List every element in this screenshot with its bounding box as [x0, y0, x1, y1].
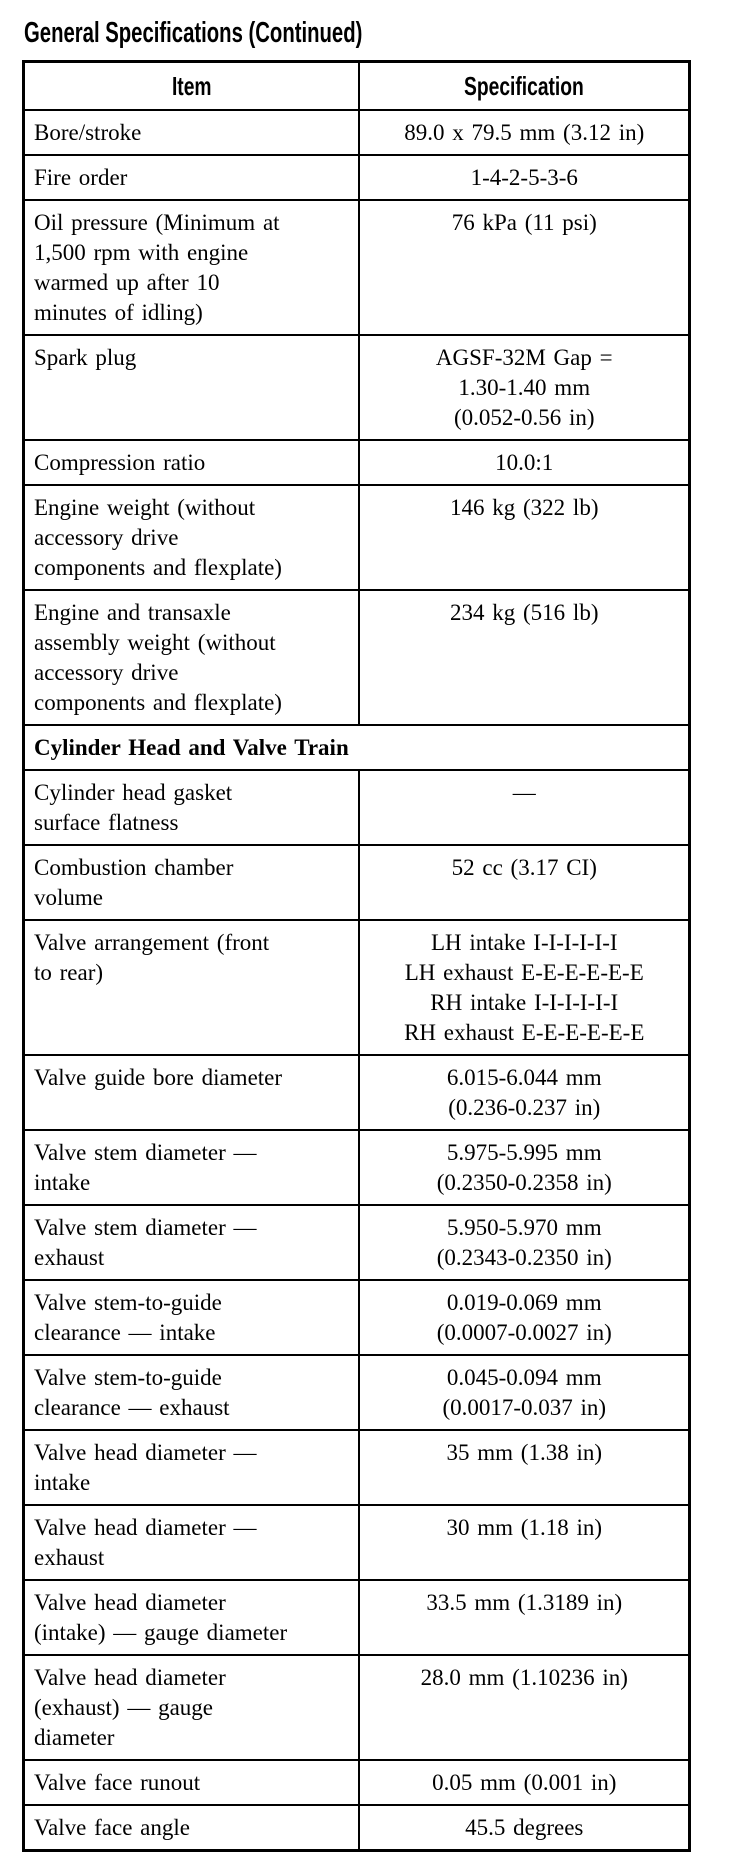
table-row — [24, 845, 690, 920]
item-line: intake — [34, 1170, 91, 1195]
spec-line: 89.0 x 79.5 mm (3.12 in) — [404, 120, 645, 145]
item-cell — [24, 440, 359, 485]
spec-line: (0.0017-0.037 in) — [442, 1395, 607, 1420]
spec-line: 1-4-2-5-3-6 — [470, 165, 578, 190]
item-cell — [24, 590, 359, 725]
item-line: Valve stem-to-guide — [34, 1290, 222, 1315]
table-row — [24, 1205, 690, 1280]
item-cell — [24, 485, 359, 590]
item-cell — [24, 1055, 359, 1130]
item-line: exhaust — [34, 1245, 105, 1270]
spec-line: (0.2343-0.2350 in) — [436, 1245, 612, 1270]
item-cell — [24, 200, 359, 335]
item-line: Valve guide bore diameter — [34, 1065, 283, 1090]
table-row — [24, 1805, 690, 1851]
table-row — [24, 485, 690, 590]
spec-line: LH exhaust E-E-E-E-E-E — [404, 960, 644, 985]
item-cell — [24, 770, 359, 845]
spec-line: 10.0:1 — [495, 450, 554, 475]
item-line: Valve face runout — [34, 1770, 201, 1795]
spec-line: 76 kPa (11 psi) — [451, 210, 597, 235]
item-cell — [24, 1760, 359, 1805]
item-cell — [24, 1205, 359, 1280]
item-cell — [24, 110, 359, 155]
item-line: Compression ratio — [34, 450, 206, 475]
spec-line: 146 kg (322 lb) — [450, 495, 599, 520]
item-line: Valve stem diameter — — [34, 1215, 257, 1240]
item-line: clearance — exhaust — [34, 1395, 230, 1420]
item-cell — [24, 1355, 359, 1430]
spec-line: RH exhaust E-E-E-E-E-E — [404, 1020, 645, 1045]
spec-cell — [359, 1355, 690, 1430]
spec-table-body — [24, 110, 690, 1851]
table-row — [24, 1760, 690, 1805]
item-line: exhaust — [34, 1545, 105, 1570]
item-line: assembly weight (without — [34, 630, 276, 655]
spec-line: 6.015-6.044 mm — [446, 1065, 602, 1090]
item-line: warmed up after 10 — [34, 270, 220, 295]
spec-table — [22, 60, 691, 1852]
item-cell — [24, 1580, 359, 1655]
spec-line: 35 mm (1.38 in) — [446, 1440, 602, 1465]
item-line: components and flexplate) — [34, 555, 282, 580]
item-cell — [24, 845, 359, 920]
item-line: accessory drive — [34, 660, 179, 685]
spec-line: — — [512, 780, 536, 805]
spec-line: (0.052-0.56 in) — [453, 405, 595, 430]
table-row — [24, 440, 690, 485]
item-line: Bore/stroke — [34, 120, 142, 145]
column-header-item-label: Item — [171, 71, 212, 101]
item-line: clearance — intake — [34, 1320, 216, 1345]
item-line: Valve head diameter — [34, 1665, 226, 1690]
item-cell — [24, 920, 359, 1055]
spec-cell — [359, 1055, 690, 1130]
spec-line: AGSF-32M Gap = — [435, 345, 613, 370]
spec-line: 1.30-1.40 mm — [458, 375, 591, 400]
spec-cell — [359, 440, 690, 485]
table-row — [24, 1655, 690, 1760]
spec-cell — [359, 770, 690, 845]
item-line: accessory drive — [34, 525, 179, 550]
spec-line: 234 kg (516 lb) — [450, 600, 599, 625]
spec-cell — [359, 110, 690, 155]
table-row — [24, 335, 690, 440]
item-line: Valve stem diameter — — [34, 1140, 257, 1165]
spec-line: 45.5 degrees — [465, 1815, 584, 1840]
item-cell — [24, 335, 359, 440]
table-row — [24, 1505, 690, 1580]
table-row — [24, 110, 690, 155]
spec-cell — [359, 590, 690, 725]
item-line: diameter — [34, 1725, 115, 1750]
spec-cell — [359, 335, 690, 440]
spec-cell — [359, 1760, 690, 1805]
table-row — [24, 1580, 690, 1655]
page-title: General Specifications (Continued) — [24, 17, 363, 49]
spec-line: (0.2350-0.2358 in) — [436, 1170, 612, 1195]
item-line: Engine and transaxle — [34, 600, 231, 625]
item-cell — [24, 1655, 359, 1760]
item-cell — [24, 1130, 359, 1205]
item-line: Combustion chamber — [34, 855, 234, 880]
spec-cell — [359, 1805, 690, 1851]
item-line: 1,500 rpm with engine — [34, 240, 249, 265]
spec-line: 0.045-0.094 mm — [446, 1365, 602, 1390]
item-line: Valve head diameter — — [34, 1440, 257, 1465]
column-header-specification — [359, 62, 690, 111]
table-row — [24, 920, 690, 1055]
spec-line: (0.236-0.237 in) — [448, 1095, 601, 1120]
spec-line: 5.975-5.995 mm — [446, 1140, 602, 1165]
table-header-row — [24, 62, 690, 111]
item-cell — [24, 1505, 359, 1580]
spec-line: 5.950-5.970 mm — [446, 1215, 602, 1240]
item-cell — [24, 1430, 359, 1505]
section-header: Cylinder Head and Valve Train — [24, 725, 690, 770]
item-line: Spark plug — [34, 345, 137, 370]
item-line: Cylinder head gasket — [34, 780, 233, 805]
column-header-item — [24, 62, 359, 111]
spec-cell — [359, 1580, 690, 1655]
item-line: Valve head diameter — — [34, 1515, 257, 1540]
table-row — [24, 590, 690, 725]
item-cell — [24, 1805, 359, 1851]
item-line: Valve head diameter — [34, 1590, 226, 1615]
item-line: Oil pressure (Minimum at — [34, 210, 280, 235]
item-line: (exhaust) — gauge — [34, 1695, 213, 1720]
spec-line: RH intake I-I-I-I-I-I — [430, 990, 619, 1015]
spec-cell — [359, 1205, 690, 1280]
spec-cell — [359, 485, 690, 590]
spec-line: 30 mm (1.18 in) — [446, 1515, 602, 1540]
item-line: Valve face angle — [34, 1815, 190, 1840]
spec-line: (0.0007-0.0027 in) — [436, 1320, 612, 1345]
spec-cell — [359, 200, 690, 335]
spec-cell — [359, 1505, 690, 1580]
spec-line: 0.019-0.069 mm — [446, 1290, 602, 1315]
spec-cell — [359, 1430, 690, 1505]
item-cell — [24, 1280, 359, 1355]
spec-cell — [359, 1130, 690, 1205]
spec-cell — [359, 920, 690, 1055]
spec-cell — [359, 1280, 690, 1355]
item-cell — [24, 155, 359, 200]
spec-line: 28.0 mm (1.10236 in) — [420, 1665, 628, 1690]
item-line: Valve stem-to-guide — [34, 1365, 222, 1390]
item-line: components and flexplate) — [34, 690, 282, 715]
table-row — [24, 1130, 690, 1205]
item-line: minutes of idling) — [34, 300, 203, 325]
table-row — [24, 1280, 690, 1355]
spec-line: 0.05 mm (0.001 in) — [432, 1770, 617, 1795]
item-line: Fire order — [34, 165, 128, 190]
item-line: Valve arrangement (front — [34, 930, 270, 955]
table-row — [24, 155, 690, 200]
column-header-specification-label: Specification — [464, 71, 585, 101]
spec-line: 33.5 mm (1.3189 in) — [426, 1590, 623, 1615]
table-row — [24, 200, 690, 335]
spec-cell — [359, 155, 690, 200]
item-line: (intake) — gauge diameter — [34, 1620, 288, 1645]
item-line: volume — [34, 885, 103, 910]
item-line: to rear) — [34, 960, 104, 985]
spec-cell — [359, 845, 690, 920]
item-line: surface flatness — [34, 810, 179, 835]
section-header-row — [24, 725, 690, 770]
spec-line: 52 cc (3.17 CI) — [451, 855, 597, 880]
spec-line: LH intake I-I-I-I-I-I — [430, 930, 618, 955]
item-line: intake — [34, 1470, 91, 1495]
table-row — [24, 1055, 690, 1130]
table-row — [24, 1355, 690, 1430]
spec-cell — [359, 1655, 690, 1760]
table-row — [24, 770, 690, 845]
item-line: Engine weight (without — [34, 495, 256, 520]
table-row — [24, 1430, 690, 1505]
